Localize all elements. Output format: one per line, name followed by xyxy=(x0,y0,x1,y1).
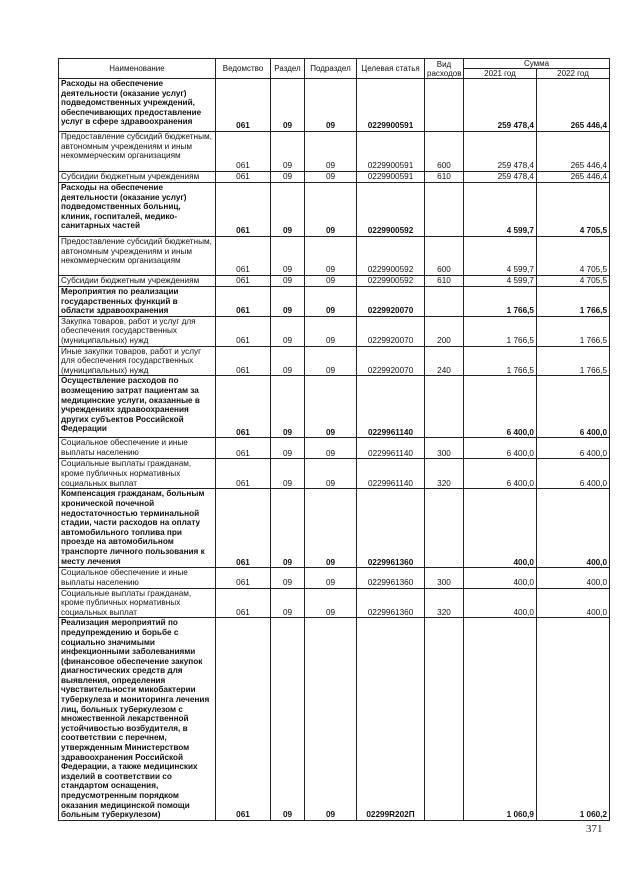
row-vedomstvo-cell: 061 xyxy=(216,568,271,588)
table-row xyxy=(59,132,610,172)
row-name-cell: Социальное обеспечение и иные выплаты населению xyxy=(59,568,216,588)
row-podrazdel-cell: 09 xyxy=(305,132,357,172)
row-sum-2021-cell: 259 478,4 xyxy=(464,132,537,172)
row-sum-2022-cell: 400,0 xyxy=(537,568,610,588)
row-sum-2022-cell: 1 766,5 xyxy=(537,346,610,376)
row-podrazdel-cell: 09 xyxy=(305,568,357,588)
row-sum-2021-cell: 259 478,4 xyxy=(464,172,537,183)
table-row xyxy=(59,287,610,317)
row-name-cell: Реализация мероприятий по предупреждению и борьбе с социально значимыми инфекционными заболеваниями (финансовое обеспечение закупок диагностических средств для выявления, определения чувствительности микобактерии туберкулеза и мониторинга лечения лиц, больных туберкулезом с множественной лекарственной устойчивостью возбудителя, в соответствии с перечнем, утвержденным Министерством здравоохранения Российской Федерации, а также медицинских изделий в соответствии со стандартом оснащения, предусмотренным порядком оказания медицинской помощи больным туберкулезом) xyxy=(59,618,216,820)
row-razdel-cell: 09 xyxy=(271,183,305,237)
row-sum-2022-cell: 400,0 xyxy=(537,489,610,568)
row-sum-2022-cell: 4 705,5 xyxy=(537,183,610,237)
row-vid-cell: 610 xyxy=(425,276,464,287)
row-celevaya-cell: 0229920070 xyxy=(357,346,425,376)
row-sum-2021-cell: 400,0 xyxy=(464,568,537,588)
row-celevaya-cell: 02299R202П xyxy=(357,618,425,820)
row-vid-cell xyxy=(425,489,464,568)
row-razdel-cell: 09 xyxy=(271,568,305,588)
row-name-cell: Социальные выплаты гражданам, кроме публичных нормативных социальных выплат xyxy=(59,588,216,618)
row-vedomstvo-cell: 061 xyxy=(216,276,271,287)
row-vedomstvo-cell: 061 xyxy=(216,183,271,237)
row-vedomstvo-cell: 061 xyxy=(216,237,271,276)
header-vid: Вид расходов xyxy=(425,59,464,79)
row-name-cell: Компенсация гражданам, больным хронической почечной недостаточностью терминальной стадии, части расходов на оплату автомобильного топлива при проезде на автомобильном транспорте личного пользования к месту лечения xyxy=(59,489,216,568)
row-razdel-cell: 09 xyxy=(271,618,305,820)
row-sum-2022-cell: 400,0 xyxy=(537,588,610,618)
header-summa: Сумма xyxy=(464,59,610,69)
row-podrazdel-cell: 09 xyxy=(305,316,357,346)
row-name-cell: Субсидии бюджетным учреждениям xyxy=(59,172,216,183)
row-razdel-cell: 09 xyxy=(271,287,305,317)
row-vedomstvo-cell: 061 xyxy=(216,588,271,618)
table-row xyxy=(59,79,610,132)
row-name-cell: Расходы на обеспечение деятельности (оказание услуг) подведомственных больниц, клиник, госпиталей, медико-санитарных частей xyxy=(59,183,216,237)
row-vid-cell xyxy=(425,79,464,132)
table-row xyxy=(59,237,610,276)
row-podrazdel-cell: 09 xyxy=(305,287,357,317)
row-vedomstvo-cell: 061 xyxy=(216,316,271,346)
row-vedomstvo-cell: 061 xyxy=(216,79,271,132)
budget-table xyxy=(58,58,610,821)
row-podrazdel-cell: 09 xyxy=(305,276,357,287)
table-header xyxy=(59,59,610,79)
row-sum-2022-cell: 4 705,5 xyxy=(537,276,610,287)
row-sum-2021-cell: 4 599,7 xyxy=(464,276,537,287)
row-razdel-cell: 09 xyxy=(271,376,305,438)
row-vid-cell: 320 xyxy=(425,588,464,618)
row-podrazdel-cell: 09 xyxy=(305,588,357,618)
row-vedomstvo-cell: 061 xyxy=(216,172,271,183)
row-vedomstvo-cell: 061 xyxy=(216,132,271,172)
row-razdel-cell: 09 xyxy=(271,79,305,132)
budget-table-page xyxy=(58,58,609,821)
row-razdel-cell: 09 xyxy=(271,459,305,489)
row-podrazdel-cell: 09 xyxy=(305,618,357,820)
row-celevaya-cell: 0229920070 xyxy=(357,316,425,346)
table-row xyxy=(59,276,610,287)
row-name-cell: Социальное обеспечение и иные выплаты населению xyxy=(59,438,216,459)
table-row xyxy=(59,172,610,183)
row-sum-2021-cell: 1 766,5 xyxy=(464,287,537,317)
row-sum-2021-cell: 1 766,5 xyxy=(464,316,537,346)
row-sum-2021-cell: 4 599,7 xyxy=(464,183,537,237)
row-vid-cell: 300 xyxy=(425,568,464,588)
table-row xyxy=(59,568,610,588)
row-vid-cell: 200 xyxy=(425,316,464,346)
row-name-cell: Расходы на обеспечение деятельности (оказание услуг) подведомственных учреждений, обеспечивающих предоставление услуг в сфере здравоохранения xyxy=(59,79,216,132)
row-vedomstvo-cell: 061 xyxy=(216,489,271,568)
row-podrazdel-cell: 09 xyxy=(305,459,357,489)
table-row xyxy=(59,489,610,568)
row-celevaya-cell: 0229961360 xyxy=(357,568,425,588)
row-name-cell: Мероприятия по реализации государственных функций в области здравоохранения xyxy=(59,287,216,317)
header-2021: 2021 год xyxy=(464,69,537,79)
row-sum-2021-cell: 1 060,9 xyxy=(464,618,537,820)
table-row xyxy=(59,459,610,489)
row-razdel-cell: 09 xyxy=(271,489,305,568)
header-podrazdel: Подраздел xyxy=(305,59,357,79)
row-sum-2022-cell: 1 766,5 xyxy=(537,316,610,346)
table-row xyxy=(59,438,610,459)
row-sum-2022-cell: 6 400,0 xyxy=(537,459,610,489)
row-celevaya-cell: 0229900591 xyxy=(357,132,425,172)
row-celevaya-cell: 0229920070 xyxy=(357,287,425,317)
row-razdel-cell: 09 xyxy=(271,346,305,376)
row-celevaya-cell: 0229961140 xyxy=(357,376,425,438)
row-vedomstvo-cell: 061 xyxy=(216,438,271,459)
row-name-cell: Субсидии бюджетным учреждениям xyxy=(59,276,216,287)
row-sum-2022-cell: 1 766,5 xyxy=(537,287,610,317)
row-celevaya-cell: 0229900591 xyxy=(357,79,425,132)
header-celevaya: Целевая статья xyxy=(357,59,425,79)
table-row xyxy=(59,618,610,820)
row-vid-cell xyxy=(425,376,464,438)
row-podrazdel-cell: 09 xyxy=(305,183,357,237)
row-sum-2021-cell: 6 400,0 xyxy=(464,438,537,459)
row-vid-cell: 610 xyxy=(425,172,464,183)
row-sum-2022-cell: 6 400,0 xyxy=(537,438,610,459)
row-vid-cell: 320 xyxy=(425,459,464,489)
row-vedomstvo-cell: 061 xyxy=(216,346,271,376)
row-name-cell: Осуществление расходов по возмещению затрат пациентам за медицинские услуги, оказанные в учреждениях здравоохранения других субъектов Российской Федерации xyxy=(59,376,216,438)
header-vedomstvo: Ведомство xyxy=(216,59,271,79)
row-celevaya-cell: 0229900592 xyxy=(357,183,425,237)
row-razdel-cell: 09 xyxy=(271,276,305,287)
table-row xyxy=(59,346,610,376)
row-podrazdel-cell: 09 xyxy=(305,438,357,459)
row-celevaya-cell: 0229961360 xyxy=(357,588,425,618)
row-name-cell: Предоставление субсидий бюджетным, автономным учреждениям и иным некоммерческим организациям xyxy=(59,132,216,172)
row-vid-cell: 300 xyxy=(425,438,464,459)
row-razdel-cell: 09 xyxy=(271,316,305,346)
table-row xyxy=(59,376,610,438)
page-number: 371 xyxy=(586,823,603,835)
table-body xyxy=(59,79,610,821)
row-sum-2022-cell: 265 446,4 xyxy=(537,79,610,132)
row-celevaya-cell: 0229900592 xyxy=(357,237,425,276)
row-vedomstvo-cell: 061 xyxy=(216,459,271,489)
row-sum-2021-cell: 4 599,7 xyxy=(464,237,537,276)
row-vid-cell xyxy=(425,618,464,820)
row-name-cell: Иные закупки товаров, работ и услуг для обеспечения государственных (муниципальных) нужд xyxy=(59,346,216,376)
row-vedomstvo-cell: 061 xyxy=(216,618,271,820)
row-vid-cell: 240 xyxy=(425,346,464,376)
row-sum-2021-cell: 6 400,0 xyxy=(464,376,537,438)
row-vid-cell xyxy=(425,287,464,317)
row-razdel-cell: 09 xyxy=(271,588,305,618)
row-sum-2021-cell: 259 478,4 xyxy=(464,79,537,132)
row-podrazdel-cell: 09 xyxy=(305,489,357,568)
header-name: Наименование xyxy=(59,59,216,79)
header-2022: 2022 год xyxy=(537,69,610,79)
row-vid-cell: 600 xyxy=(425,237,464,276)
table-row xyxy=(59,183,610,237)
row-podrazdel-cell: 09 xyxy=(305,346,357,376)
row-vedomstvo-cell: 061 xyxy=(216,376,271,438)
row-sum-2021-cell: 400,0 xyxy=(464,489,537,568)
row-razdel-cell: 09 xyxy=(271,132,305,172)
row-sum-2021-cell: 6 400,0 xyxy=(464,459,537,489)
table-row xyxy=(59,316,610,346)
header-razdel: Раздел xyxy=(271,59,305,79)
row-sum-2022-cell: 265 446,4 xyxy=(537,172,610,183)
row-podrazdel-cell: 09 xyxy=(305,237,357,276)
row-name-cell: Предоставление субсидий бюджетным, автономным учреждениям и иным некоммерческим организациям xyxy=(59,237,216,276)
row-celevaya-cell: 0229961140 xyxy=(357,438,425,459)
row-razdel-cell: 09 xyxy=(271,172,305,183)
row-celevaya-cell: 0229900592 xyxy=(357,276,425,287)
table-row xyxy=(59,588,610,618)
row-sum-2022-cell: 265 446,4 xyxy=(537,132,610,172)
row-vid-cell: 600 xyxy=(425,132,464,172)
row-vid-cell xyxy=(425,183,464,237)
row-podrazdel-cell: 09 xyxy=(305,79,357,132)
row-razdel-cell: 09 xyxy=(271,438,305,459)
row-sum-2021-cell: 400,0 xyxy=(464,588,537,618)
row-name-cell: Закупка товаров, работ и услуг для обеспечения государственных (муниципальных) нужд xyxy=(59,316,216,346)
row-sum-2022-cell: 4 705,5 xyxy=(537,237,610,276)
row-sum-2022-cell: 6 400,0 xyxy=(537,376,610,438)
row-celevaya-cell: 0229961360 xyxy=(357,489,425,568)
row-celevaya-cell: 0229900591 xyxy=(357,172,425,183)
row-name-cell: Социальные выплаты гражданам, кроме публичных нормативных социальных выплат xyxy=(59,459,216,489)
row-sum-2022-cell: 1 060,2 xyxy=(537,618,610,820)
row-podrazdel-cell: 09 xyxy=(305,172,357,183)
row-vedomstvo-cell: 061 xyxy=(216,287,271,317)
row-podrazdel-cell: 09 xyxy=(305,376,357,438)
row-sum-2021-cell: 1 766,5 xyxy=(464,346,537,376)
row-celevaya-cell: 0229961140 xyxy=(357,459,425,489)
row-razdel-cell: 09 xyxy=(271,237,305,276)
